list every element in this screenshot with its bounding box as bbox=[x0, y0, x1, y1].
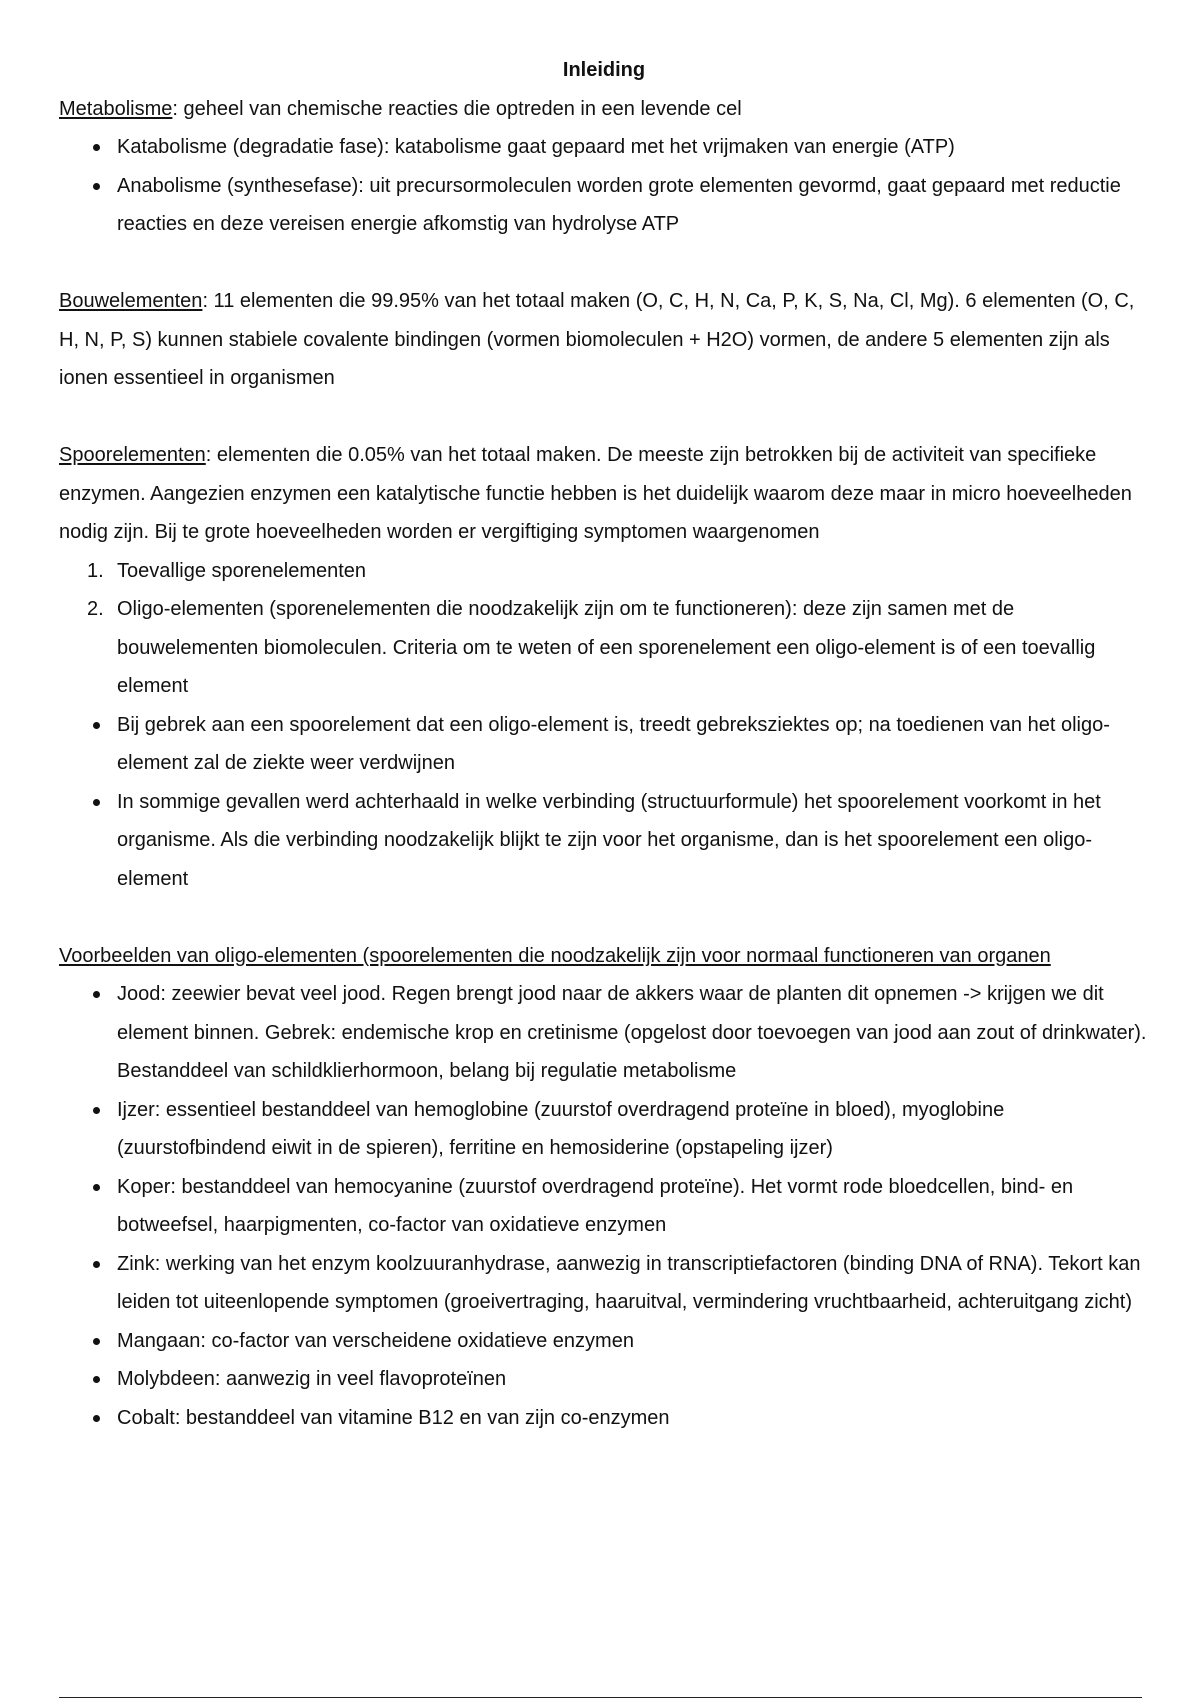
list-item: In sommige gevallen werd achterhaald in welke verbinding (structuurformule) het spoorelement voorkomt in het organisme. Als die verbinding noodzakelijk blijkt te zijn voor het organisme, dan is het spoorelement een oligo-element bbox=[117, 783, 1149, 899]
list-item: Jood: zeewier bevat veel jood. Regen brengt jood naar de akkers waar de planten dit opnemen -> krijgen we dit element binnen. Gebrek: endemische krop en cretinisme (opgelost door toevoegen van jood aan zout of drinkwater). Bestanddeel van schildklierhormoon, belang bij regulatie metabolisme bbox=[117, 975, 1149, 1091]
list-item: Cobalt: bestanddeel van vitamine B12 en van zijn co-enzymen bbox=[117, 1399, 1149, 1438]
list-item: Anabolisme (synthesefase): uit precursormoleculen worden grote elementen gevormd, gaat gepaard met reductie reacties en deze vereisen energie afkomstig van hydrolyse ATP bbox=[117, 167, 1149, 244]
list-item bbox=[87, 590, 1149, 706]
bouwelementen-term: Bouwelementen bbox=[59, 290, 203, 312]
criteria-list bbox=[59, 706, 1149, 899]
spoorelementen-numbered-list bbox=[59, 552, 1149, 706]
page-bottom-divider bbox=[59, 1697, 1142, 1698]
document-page bbox=[59, 51, 1149, 1437]
list-item-text: Oligo-elementen (sporenelementen die noodzakelijk zijn om te functioneren): deze zijn samen met de bouwelementen biomoleculen. Criteria om te weten of een sporenelement een oligo-element is of een toevallig element bbox=[117, 598, 1096, 697]
list-item: Ijzer: essentieel bestanddeel van hemoglobine (zuurstof overdragend proteïne in bloed), myoglobine (zuurstofbindend eiwit in de spieren), ferritine en hemosiderine (opstapeling ijzer) bbox=[117, 1091, 1149, 1168]
list-item: Koper: bestanddeel van hemocyanine (zuurstof overdragend proteïne). Het vormt rode bloedcellen, bind- en botweefsel, haarpigmenten, co-factor van oxidatieve enzymen bbox=[117, 1168, 1149, 1245]
page-title: Inleiding bbox=[562, 59, 646, 81]
voorbeelden-list bbox=[59, 975, 1149, 1437]
list-item: Mangaan: co-factor van verscheidene oxidatieve enzymen bbox=[117, 1322, 1149, 1361]
list-item bbox=[87, 552, 1149, 591]
list-item-text: Toevallige sporenelementen bbox=[117, 559, 367, 582]
list-item: Katabolisme (degradatie fase): katabolisme gaat gepaard met het vrijmaken van energie (ATP) bbox=[117, 128, 1149, 167]
list-item: Zink: werking van het enzym koolzuuranhydrase, aanwezig in transcriptiefactoren (binding DNA of RNA). Tekort kan leiden tot uiteenlopende symptomen (groeivertraging, haaruitval, vermindering vruchtbaarheid, achteruitgang zicht) bbox=[117, 1245, 1149, 1322]
metabolisme-definition bbox=[59, 90, 1149, 129]
list-item: Bij gebrek aan een spoorelement dat een oligo-element is, treedt gebreksziektes op; na toedienen van het oligo-element zal de ziekte weer verdwijnen bbox=[117, 706, 1149, 783]
bouwelementen-text: : 11 elementen die 99.95% van het totaal maken (O, C, H, N, Ca, P, K, S, Na, Cl, Mg). 6 elementen (O, C, H, N, P, S) kunnen stabiele covalente bindingen (vormen biomoleculen + H2O) vormen, de andere 5 elementen zijn als ionen essentieel in organismen bbox=[59, 290, 1135, 389]
spoorelementen-term: Spoorelementen bbox=[59, 444, 206, 466]
list-number: 2. bbox=[87, 598, 104, 620]
list-item: Molybdeen: aanwezig in veel flavoproteïnen bbox=[117, 1360, 1149, 1399]
metabolisme-text: : geheel van chemische reacties die optreden in een levende cel bbox=[172, 97, 742, 120]
bouwelementen-paragraph bbox=[59, 282, 1149, 398]
voorbeelden-heading: Voorbeelden van oligo-elementen (spoorelementen die noodzakelijk zijn voor normaal functioneren van organen bbox=[59, 944, 1051, 967]
spoorelementen-text: : elementen die 0.05% van het totaal maken. De meeste zijn betrokken bij de activiteit van specifieke enzymen. Aangezien enzymen een katalytische functie hebben is het duidelijk waarom deze maar in micro hoeveelheden nodig zijn. Bij te grote hoeveelheden worden er vergiftiging symptomen waargenomen bbox=[59, 444, 1132, 543]
metabolisme-term: Metabolisme bbox=[59, 97, 173, 120]
spoorelementen-paragraph bbox=[59, 436, 1149, 552]
list-number: 1. bbox=[87, 559, 104, 582]
metabolisme-list bbox=[59, 128, 1149, 244]
